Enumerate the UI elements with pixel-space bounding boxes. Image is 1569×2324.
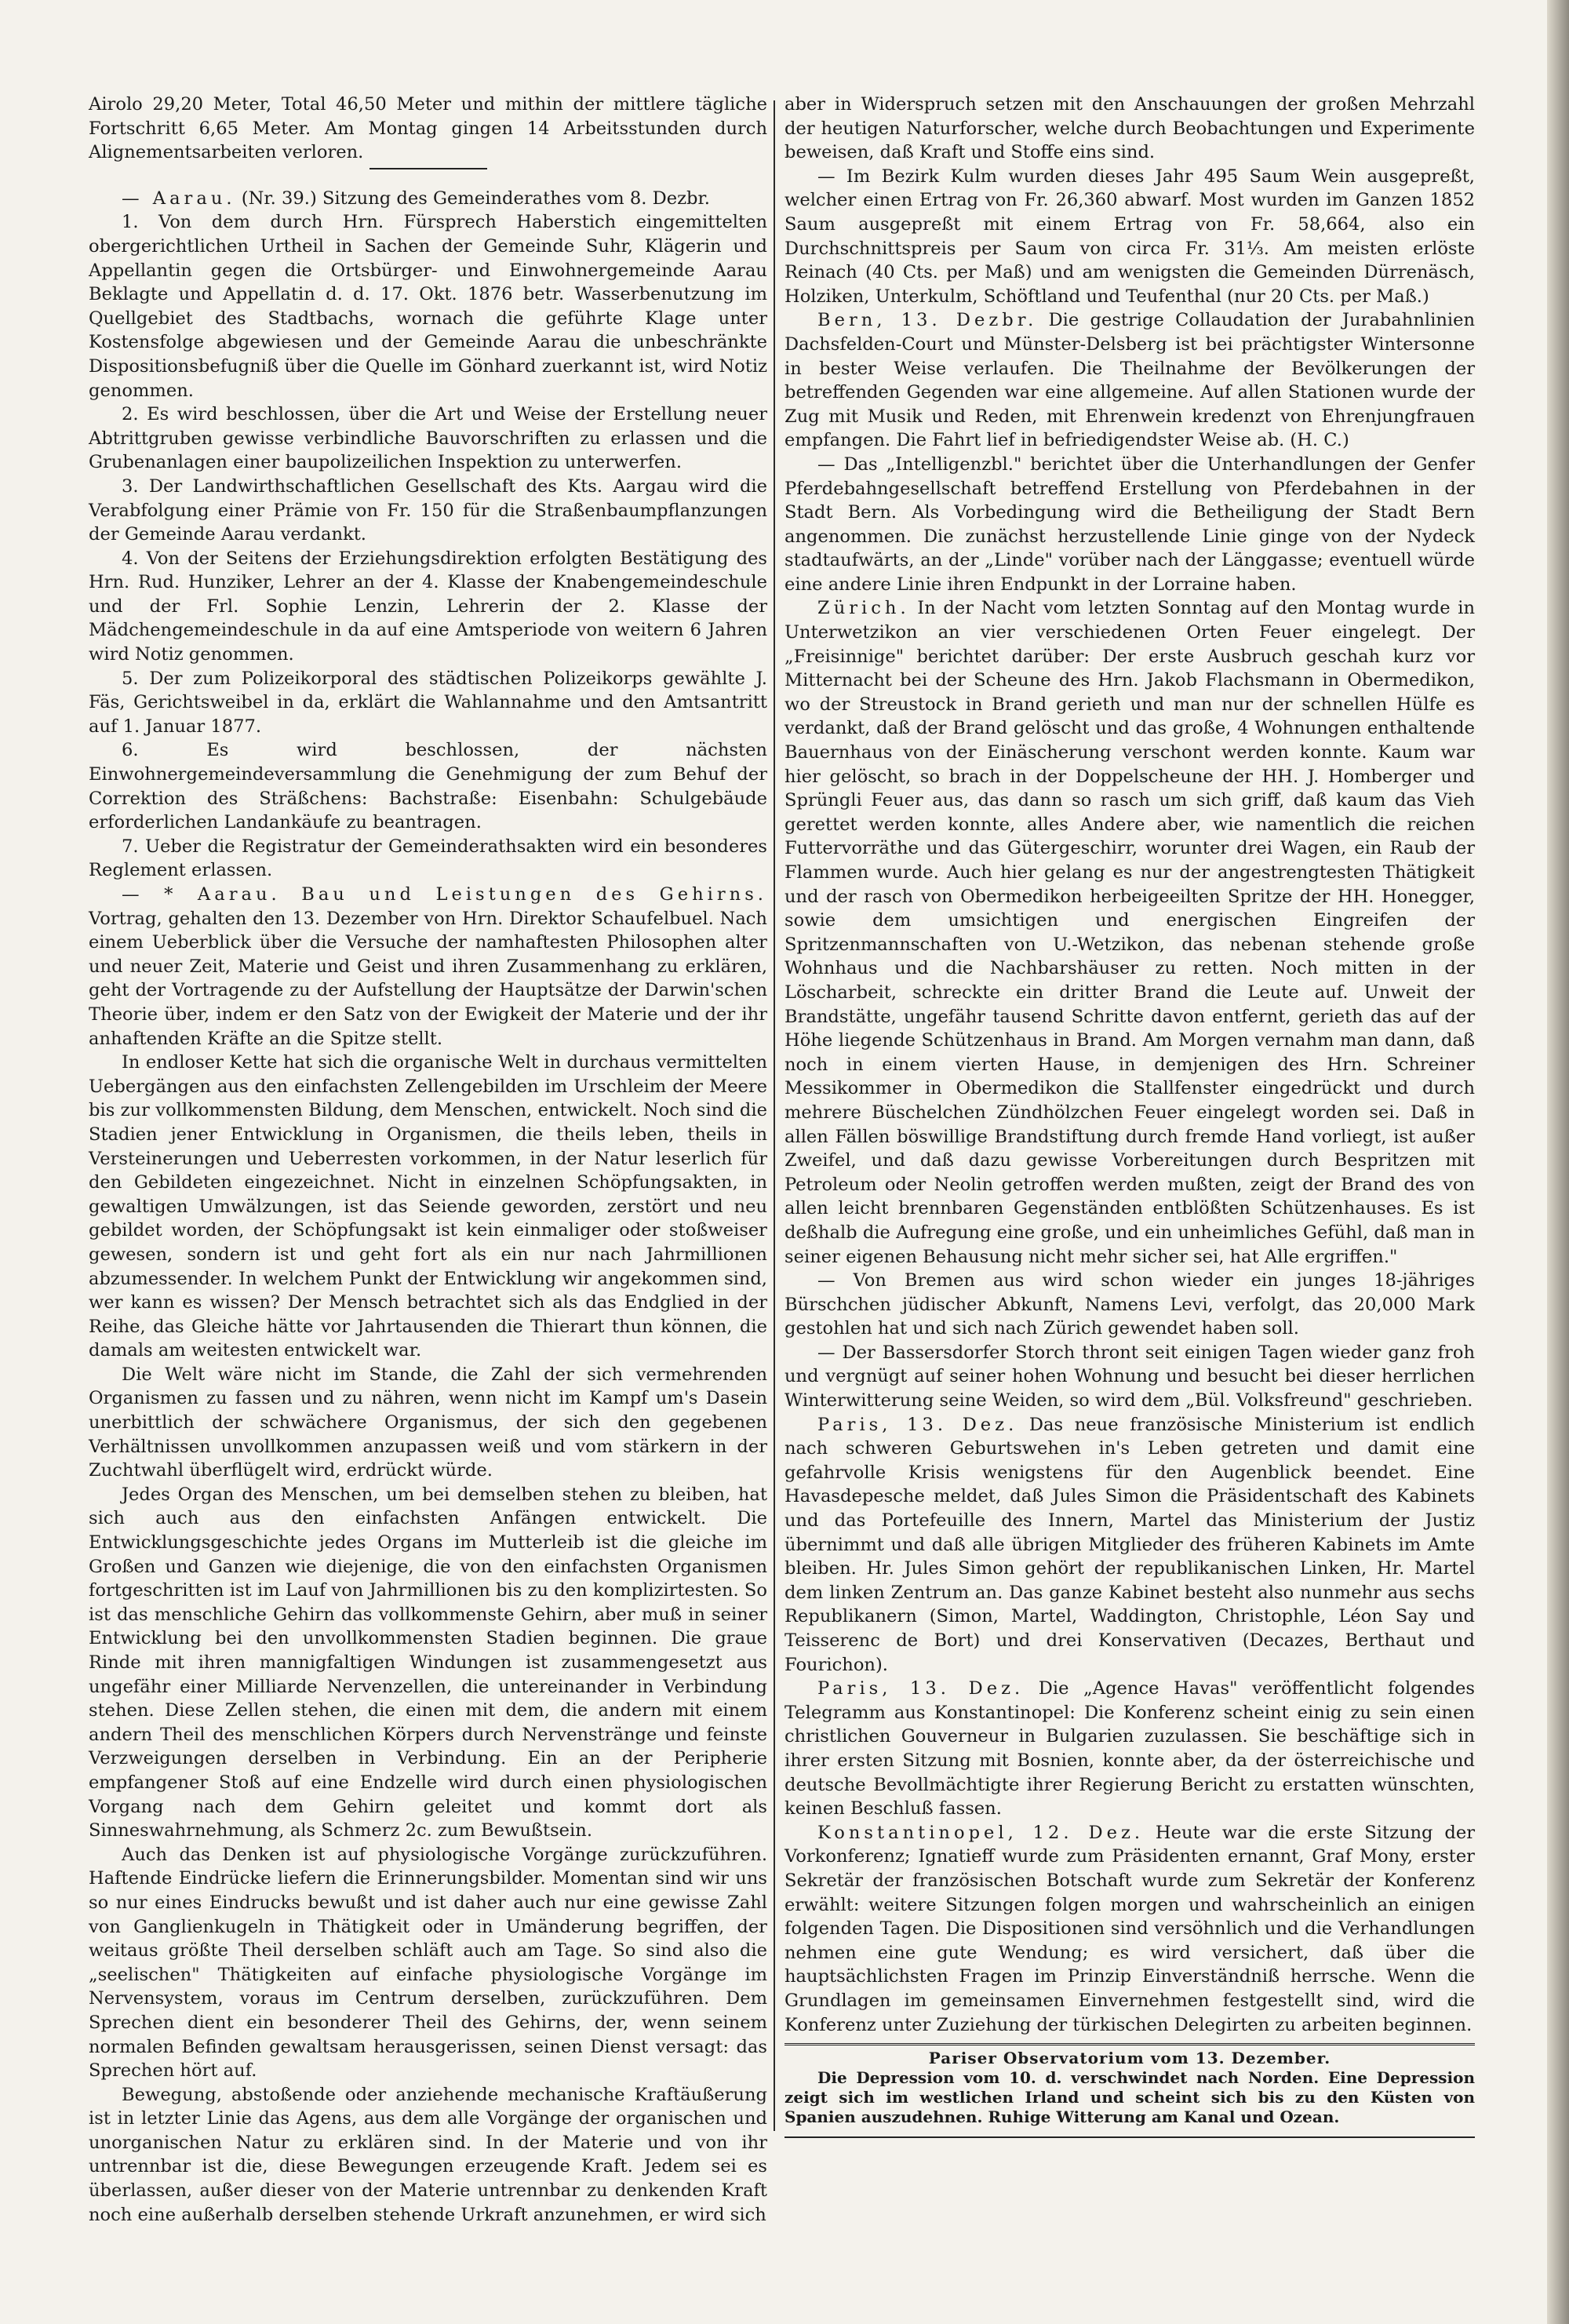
column-divider	[774, 100, 775, 2131]
council-item-5: 5. Der zum Polizeikorporal des städtischen Polizeikorps gewählte J. Fäs, Gerichtsweibel in da, erklärt die Wahlannahme und den Amtsantritt auf 1. Januar 1877.	[89, 668, 767, 737]
article-bassersdorf-stork: — Der Bassersdorfer Storch thront seit einigen Tagen wieder ganz froh und vergnügt auf seiner hohen Wohnung und besucht bei dieser herrlichen Winterwitterung seine Weiden, so wird dem „Bül. Volksfreund" geschrieben.	[784, 1342, 1475, 1412]
brain-lecture-paragraph-1: In endloser Kette hat sich die organische Welt in durchaus vermittelten Uebergängen aus den einfachsten Zellengebilden im Urschleim der Meere bis zur vollkommensten Bildung, dem Menschen, entwickelt. Noch sind die Stadien jener Entwicklung in Organismen, die theils leben, theils in Versteinerungen und Ueberresten vorkommen, in der Natur leserlich für den Gebildeten eingezeichnet. Nicht in einzelnen Schöpfungsakten, in gewaltigen Umwälzungen, ist das Seiende geworden, zerstört und neu gebildet worden, der Schöpfungsakt ist kein einmaliger oder stoßweiser gewesen, sondern ist und geht fort als ein nur nach Jahrmillionen abzumessender. In welchem Punkt der Entwicklung wir angekommen sind, wer kann es wissen? Der Mensch betrachtet sich als das Endglied in der Reihe, das Gleiche hätte vor Jahrtausenden die Thierart thun können, die damals am weitesten entwickelt war.	[89, 1052, 767, 1361]
council-item-4: 4. Von der Seitens der Erziehungsdirektion erfolgten Bestätigung des Hrn. Rud. Hunziker, Lehrer an der 4. Klasse der Knabengemeindeschule und der Frl. Sophie Lenzin, Lehrerin der 2. Klasse der Mädchengemeindeschule in da auf eine Amtsperiode von weitern 6 Jahren wird Notiz genommen.	[89, 548, 767, 665]
council-item-3: 3. Der Landwirthschaftlichen Gesellschaft des Kts. Aargau wird die Verabfolgung einer Prämie von Fr. 150 für die Straßenbaumpflanzungen der Gemeinde Aarau verdankt.	[89, 475, 767, 545]
dateline-aarau-lecture: — * Aarau. Bau und Leistungen des Gehirns.	[122, 884, 767, 905]
brain-lecture-paragraph-2: Die Welt wäre nicht im Stande, die Zahl der sich vermehrenden Organismen zu fassen und zu nähren, wenn nicht im Kampf um's Dasein unerbittlich der schwächere Organismus, der sich den gegebenen Verhältnissen unvollkommen anzupassen weiß und vom stärkern in der Zuchtwahl überflügelt wird, erdrückt würde.	[89, 1364, 767, 1481]
dateline-zurich: Zürich.	[817, 598, 910, 619]
right-column	[784, 93, 1475, 2138]
zurich-fires-text: In der Nacht vom letzten Sonntag auf den Montag wurde in Unterwetzikon an vier verschiedenen Orten Feuer eingelegt. Der „Freisinnige" berichtet darüber: Der erste Ausbruch geschah kurz vor Mitternacht bei der Scheune des Hrn. Jakob Flachsmann in Obermedikon, wo der Streustock in Brand gerieth und man nur der schnellen Hülfe es verdankt, daß der Brand gelöscht und das große, 4 Wohnungen enthaltende Bauernhaus von der Einäscherung verschont werden konnte. Kaum war hier gelöscht, so brach in der Doppelscheune der HH. J. Homberger und Sprüngli Feuer aus, das dann so rasch um sich griff, daß kaum das Vieh gerettet werden konnte, alles Andere aber, wie namentlich die reichen Futtervorräthe und das Gütergeschirr, worunter drei Wagen, ein Raub der Flammen wurde. Auch hier gelang es nur der angestrengtesten Thätigkeit und der rasch von Obermedikon herbeigeeilten Spritze der HH. Honegger, sowie dem umsichtigen und energischen Eingreifen der Spritzenmannschaften von U.-Wetzikon, das nebenan stehende große Wohnhaus und die Nachbarshäuser zu retten. Noch mitten in der Löscharbeit, schreckte ein dritter Brand die Leute auf. Unweit der Brandstätte, ungefähr tausend Schritte davon entfernt, gerieth das auf der Höhe liegende Schützenhaus in Brand. Am Morgen vernahm man dann, daß noch in einem vierten Hause, in demjenigen des Hrn. Schreiner Messikommer in Obermedikon die Stallfenster eingedrückt und durch mehrere Büschelchen Zündhölzchen Feuer eingelegt worden sei. Daß in allen Fällen böswillige Brandstiftung durch fremde Hand vorliegt, ist außer Zweifel, und daß dazu gewisse Vorbereitungen durch Bespritzen mit Petroleum oder Neolin getroffen werden mußten, zeigt der Brand des von allen leicht brennbaren Gegenständen entblößten Schützenhauses. Es ist deßhalb die Aufregung eine große, und ein unheimliches Gefühl, daß man in seiner eigenen Behausung nicht mehr sicher sei, hat Alle ergriffen."	[784, 598, 1475, 1267]
council-item-2: 2. Es wird beschlossen, über die Art und Weise der Erstellung neuer Abtrittgruben gewisse verbindliche Bauvorschriften zu erlassen und die Grubenanlagen einer baupolizeilichen Inspektion zu unterwerfen.	[89, 404, 767, 473]
page-edge-shadow	[1547, 0, 1569, 2324]
article-constantinople	[784, 1821, 1475, 2037]
dateline-constantinople: Konstantinopel, 12. Dez.	[817, 1822, 1145, 1843]
dateline-paris-1: Paris, 13. Dez.	[817, 1414, 1018, 1435]
council-item-7: 7. Ueber die Registratur der Gemeinderathsakten wird ein besonderes Reglement erlassen.	[89, 836, 767, 881]
article-paris-havas	[784, 1677, 1475, 1821]
article-kulm-wine: — Im Bezirk Kulm wurden dieses Jahr 495 Saum Wein ausgepreßt, welcher einen Ertrag von Fr. 26,360 abwarf. Most wurden im Ganzen 1852 Saum ausgepreßt mit einem Ertrag von Fr. 58,664, also ein Durchschnittspreis per Saum von circa Fr. 31⅓. Am meisten erlöste Reinach (40 Cts. per Maß) und am wenigsten die Gemeinden Dürrenäsch, Holziken, Unterkulm, Schöftland und Teufenthal (nur 20 Cts. per Maß.)	[784, 166, 1475, 307]
brain-lecture-paragraph-3: Jedes Organ des Menschen, um bei demselben stehen zu bleiben, hat sich auch aus den einfachsten Anfängen entwickelt. Die Entwicklungsgeschichte jedes Organs im Mutterleib ist die gleiche im Großen und Ganzen wie diejenige, die von den einfachsten Organismen fortgeschritten ist im Lauf von Jahrmillionen bis zu den komplizirtesten. So ist das menschliche Gehirn das vollkommenste Gehirn, aber muß in seiner Entwicklung bei den unvollkommensten Stadien beginnen. Die graue Rinde mit ihren mannigfaltigen Windungen ist zusammengesetzt aus ungefähr einer Milliarde Nervenzellen, die untereinander in Verbindung stehen. Diese Zellen stehen, die einen mit dem, die andern mit einem andern Theil des menschlichen Körpers durch Nervenstränge und feinste Verzweigungen derselben in Verbindung. Ein an der Peripherie empfangener Stoß auf eine Endzelle wird durch einen physiologischen Vorgang nach dem Gehirn geleitet und kommt dort als Sinneswahrnehmung, als Schmerz 2c. zum Bewußtsein.	[89, 1484, 767, 1841]
dateline-paris-2: Paris, 13. Dez.	[817, 1678, 1025, 1699]
brain-lecture-paragraph-4: Auch das Denken ist auf physiologische Vorgänge zurückzuführen. Haftende Eindrücke liefern die Erinnerungsbilder. Momentan sind wir uns so nur eines Eindrucks bewußt und ist daher auch nur eine gewisse Zahl von Ganglienkugeln in Thätigkeit oder in Umänderung begriffen, der weitaus größte Theil derselben schläft auch am Tage. So sind also die „seelischen" Thätigkeiten auf einfache physiologische Vorgänge im Nervensystem, voraus im Centrum derselben, zurückzuführen. Dem Sprechen dient ein besonderer Theil des Gehirns, der, wenn seinem normalen Befinden gewaltsam herausgerissen, seinen Dienst versagt: das Sprechen hört auf.	[89, 1844, 767, 2082]
observatory-end-rule	[784, 2136, 1475, 2138]
constantinople-text: Heute war die erste Sitzung der Vorkonferenz; Ignatieff wurde zum Präsidenten ernannt, Graf Mony, erster Sekretär der französischen Botschaft wurde zum Sekretär der Konferenz erwählt: weitere Sitzungen folgen morgen und wahrscheinlich an einigen folgenden Tagen. Die Dispositionen sind versöhnlich und die Verhandlungen nehmen eine gute Wendung; es wird versichert, daß über die hauptsächlichsten Fragen im Prinzip Einverständniß herrsche. Wenn die Grundlagen im gemeinsamen Einvernehmen festgestellt sind, wird die Konferenz unter Zuziehung der türkischen Delegirten zu arbeiten beginnen.	[784, 1822, 1475, 2035]
council-item-6: 6. Es wird beschlossen, der nächsten Einwohnergemeindeversammlung die Genehmigung der zum Behuf der Correktion des Sträßchens: Bachstraße: Eisenbahn: Schulgebäude erforderlichen Landankäufe zu beantragen.	[89, 740, 767, 833]
article-zurich-fires	[784, 596, 1475, 1269]
article-brain-lecture-header	[89, 883, 767, 1051]
brain-lecture-continuation: aber in Widerspruch setzen mit den Anschauungen der großen Mehrzahl der heutigen Naturforscher, welche durch Beobachtungen und Experimente beweisen, daß Kraft und Stoffe eins sind.	[784, 94, 1475, 163]
article-bremen-theft: — Von Bremen aus wird schon wieder ein junges 18-jähriges Bürschchen jüdischer Abkunft, Namens Levi, verfolgt, das 20,000 Mark gestohlen hat und sich nach Zürich gewendet haben soll.	[784, 1270, 1475, 1339]
brain-lecture-paragraph-5: Bewegung, abstoßende oder anziehende mechanische Kraftäußerung ist in letzter Linie das Agens, aus dem alle Vorgänge der organischen und unorganischen Natur zu erklären sind. In der Materie und von ihr untrennbar ist die, diese Bewegungen erzeugende Kraft. Jedem sei es überlassen, außer dieser von der Materie untrennbar zu denkenden Kraft noch eine außerhalb derselben stehende Urkraft anzunehmen, er wird sich	[89, 2084, 767, 2225]
article-tunnel-progress: Airolo 29,20 Meter, Total 46,50 Meter und mithin der mittlere tägliche Fortschritt 6,65 Meter. Am Montag gingen 14 Arbeitsstunden durch Alignementsarbeiten verloren.	[89, 94, 767, 163]
council-session-title: (Nr. 39.) Sitzung des Gemeinderathes vom 8. Dezbr.	[241, 188, 710, 209]
left-column	[89, 93, 767, 2227]
brain-lecture-intro: Vortrag, gehalten den 13. Dezember von Hrn. Direktor Schaufelbuel. Nach einem Ueberblick über die Versuche der namhaftesten Philosophen alter und neuer Zeit, Materie und Geist und ihren Zusammenhang zu erklären, geht der Vortragende zu der Aufstellung der Hauptsätze der Darwin'schen Theorie über, indem er den Satz von der Ewigkeit der Materie und der ihr anhaftenden Kräfte an die Spitze stellt.	[89, 908, 767, 1049]
dateline-aarau: — Aarau.	[122, 188, 236, 209]
weather-observatory-box	[784, 2043, 1475, 2138]
article-aarau-council-header	[89, 187, 767, 211]
article-bern-jurabahn	[784, 308, 1475, 453]
council-item-1: 1. Von dem durch Hrn. Fürsprech Haberstich eingemittelten obergerichtlichen Urtheil in Sachen der Gemeinde Suhr, Klägerin und Appellantin gegen die Ortsbürger- und Einwohnergemeinde Aarau Beklagte und Appellatin d. d. 17. Okt. 1876 betr. Wasserbenutzung im Quellgebiet des Stadtbachs, wornach die geführte Klage unter Kostensfolge abgewiesen und der Gemeinde Aarau die unbeschränkte Dispositionsbefugniß über die Quelle im Gönhard zuerkannt ist, wird Notiz genommen.	[89, 212, 767, 401]
paris-ministry-text: Das neue französische Ministerium ist endlich nach schweren Geburtswehen in's Leben getreten und damit eine gefahrvolle Krisis wenigstens für den Augenblick beendet. Eine Havasdepesche meldet, daß Jules Simon die Präsidentschaft des Kabinets und das Portefeuille des Innern, Martel das Ministerium der Justiz übernimmt und daß alle übrigen Mitglieder des früheren Kabinets im Amte bleiben. Hr. Jules Simon gehört der republikanischen Linken, Hr. Martel dem linken Zentrum an. Das ganze Kabinet besteht also nunmehr aus sechs Republikanern (Simon, Martel, Waddington, Christophle, Léon Say und Teisserenc de Bort) und drei Konservativen (Decazes, Berthaut und Fourichon).	[784, 1414, 1475, 1675]
separator-rule	[369, 168, 487, 169]
bern-jurabahn-text: Die gestrige Collaudation der Jurabahnlinien Dachsfelden-Court und Münster-Delsberg ist bei prächtigster Wintersonne in bester Weise verlaufen. Die Theilnahme der Bevölkerungen der betreffenden Gegenden war eine allgemeine. Auf allen Stationen wurde der Zug mit Musik und Reden, mit Ehrenwein kredenzt von Ehrenjungfrauen empfangen. Die Fahrt lief in befriedigendster Weise ab. (H. C.)	[784, 310, 1476, 451]
dateline-bern: Bern, 13. Dezbr.	[817, 310, 1038, 331]
article-paris-ministry	[784, 1413, 1475, 1677]
paris-havas-text: Die „Agence Havas" veröffentlicht folgendes Telegramm aus Konstantinopel: Die Konferenz scheint einig zu sein einen christlichen Gouverneur in Bulgarien zuzulassen. Sie beschäftige sich in ihrer ersten Sitzung mit Bosnien, konnte aber, da der österreichische und deutsche Bevollmächtigte ihrer Regierung Bericht zu erstatten wünschten, keinen Beschluß fassen.	[784, 1678, 1475, 1819]
observatory-text: Die Depression vom 10. d. verschwindet nach Norden. Eine Depression zeigt sich im westlichen Irland und scheint sich bis zu den Küsten von Spanien auszudehnen. Ruhige Witterung am Kanal und Ozean.	[784, 2068, 1475, 2127]
article-bern-tramway: — Das „Intelligenzbl." berichtet über die Unterhandlungen der Genfer Pferdebahngesellschaft betreffend Erstellung von Pferdebahnen in der Stadt Bern. Als Vorbedingung wird die Betheiligung der Stadt Bern angenommen. Die zunächst herzustellende Linie ginge von der Nydeck stadtaufwärts, an der „Linde" vorüber nach der Länggasse; eventuell würde eine andere Linie ihren Endpunkt in der Lorraine haben.	[784, 454, 1475, 595]
observatory-title: Pariser Observatorium vom 13. Dezember.	[928, 2049, 1331, 2068]
